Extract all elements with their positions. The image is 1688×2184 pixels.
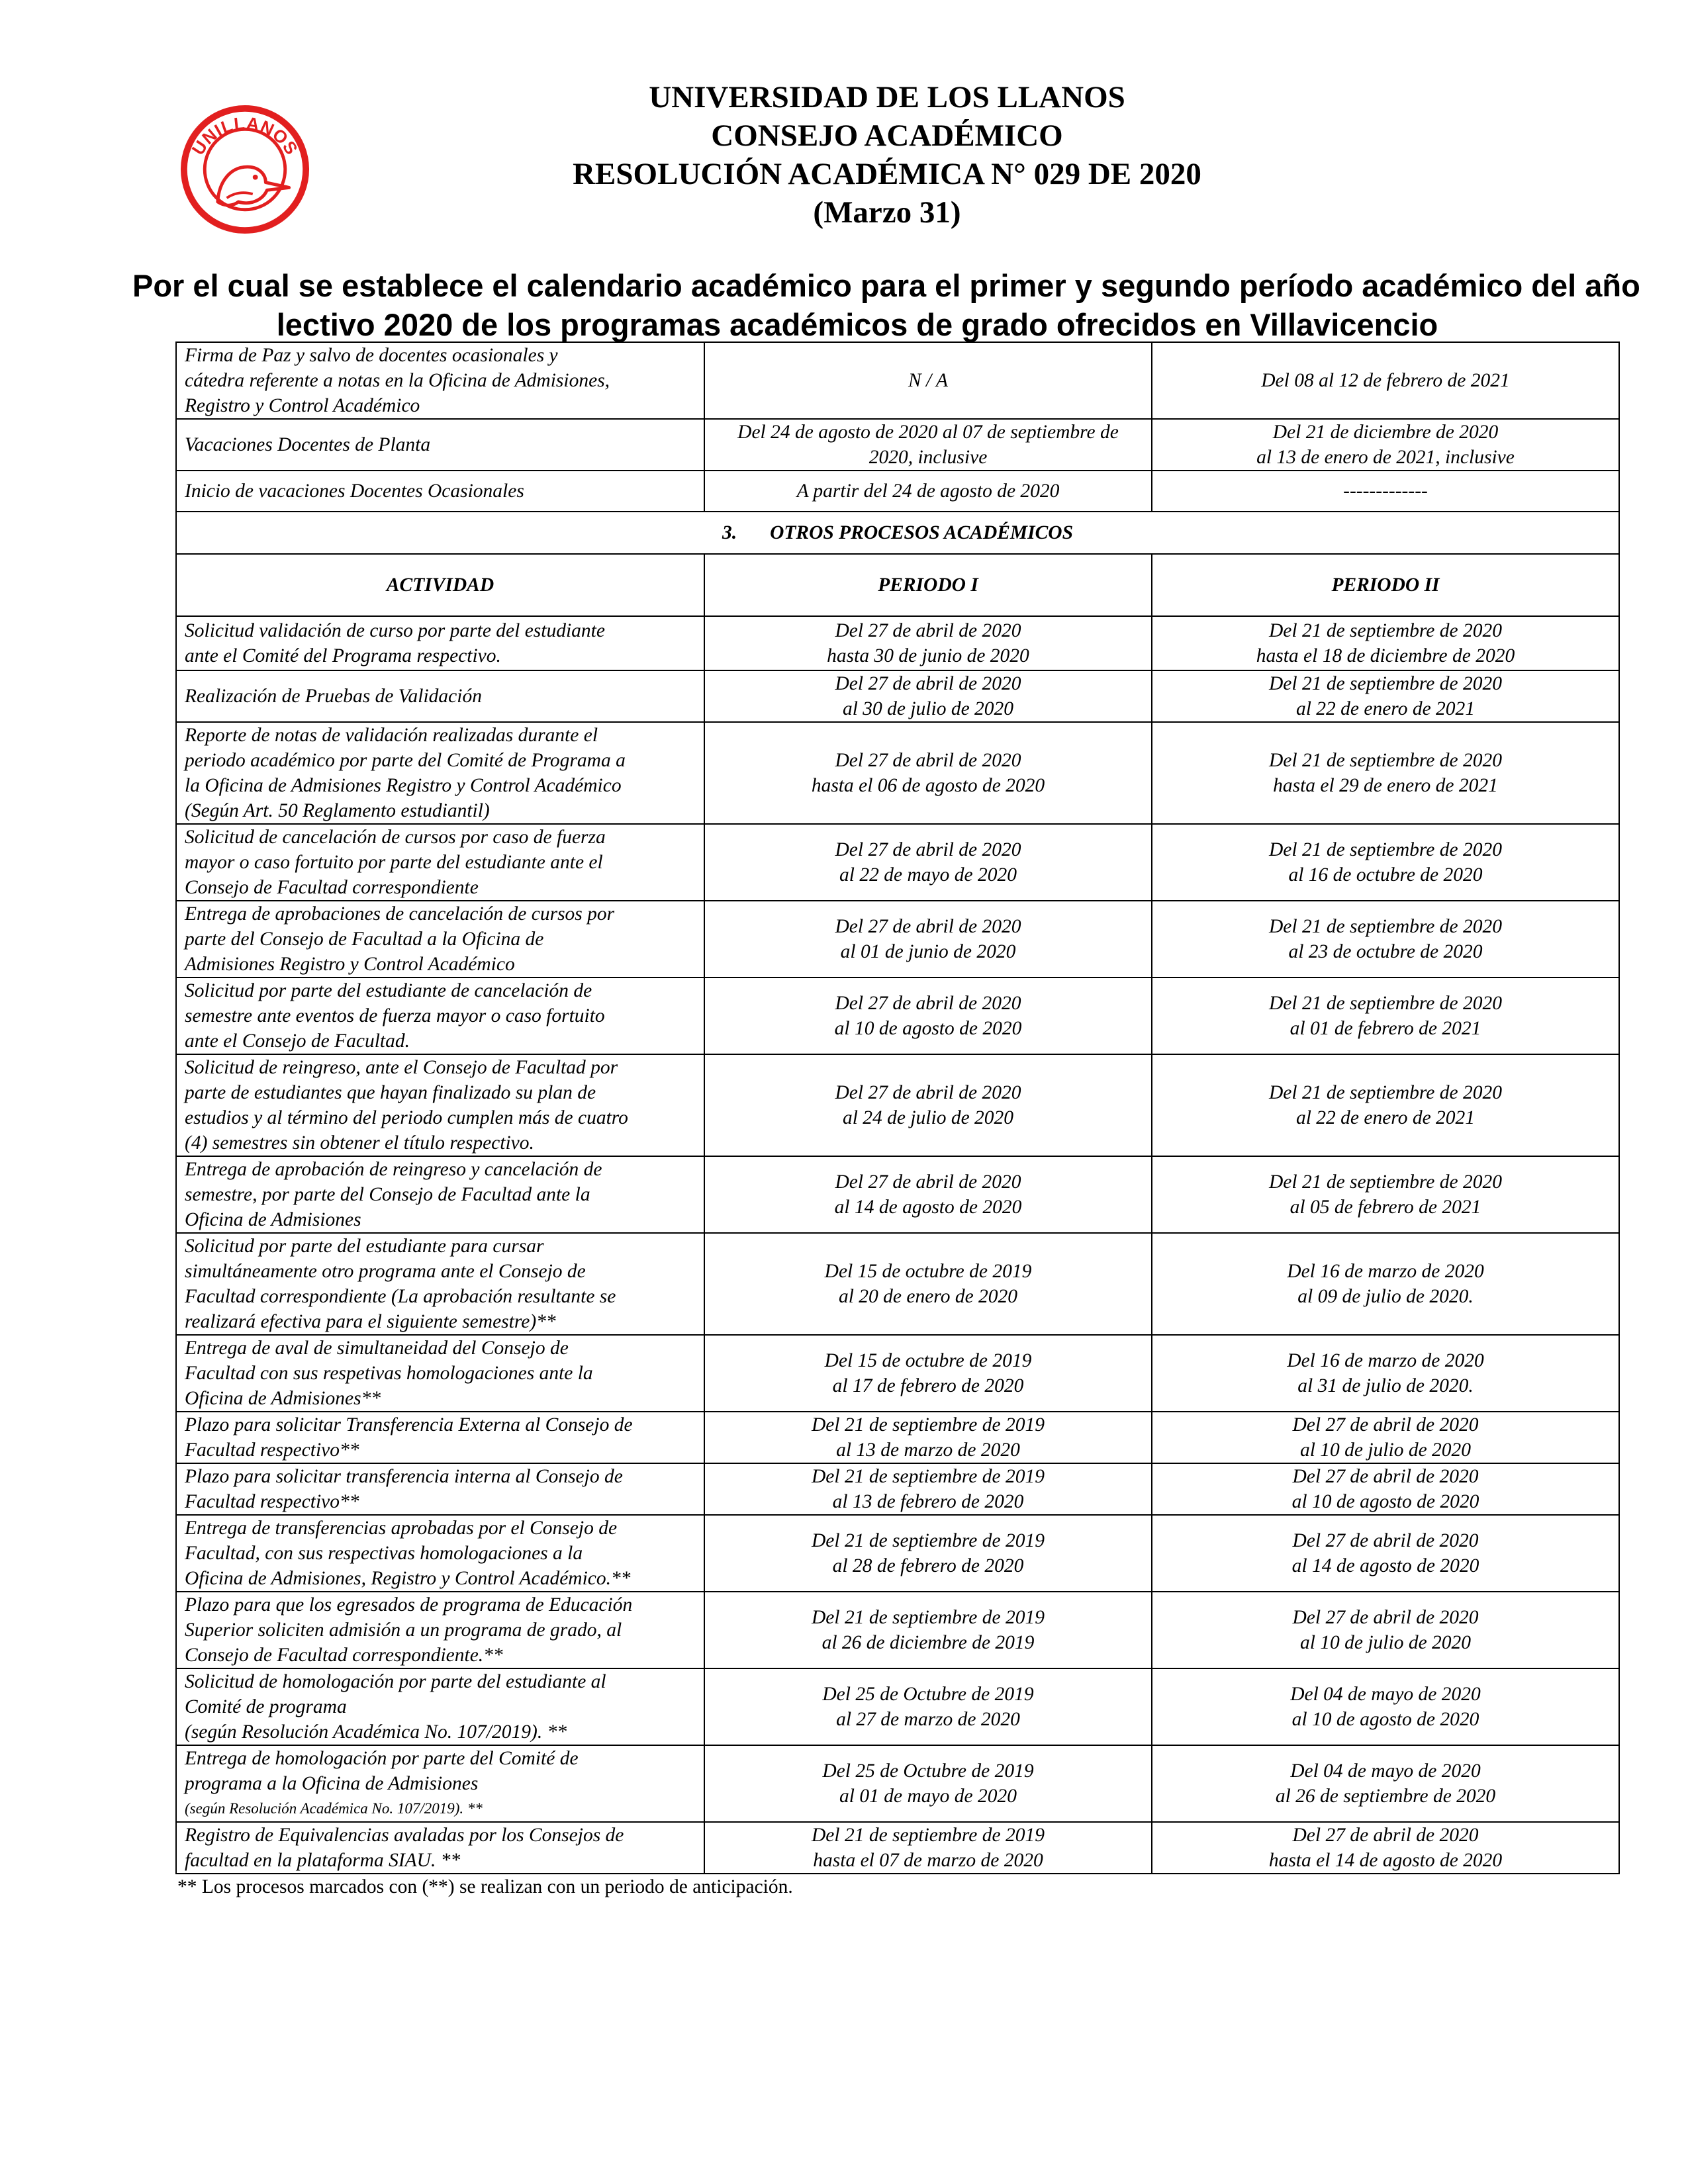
activity-cell-line: Facultad respectivo**	[185, 1491, 359, 1512]
activity-cell	[176, 1515, 704, 1592]
period-1-cell-line: al 24 de julio de 2020	[842, 1107, 1014, 1128]
activity-cell	[176, 1233, 704, 1335]
activity-cell-line: mayor o caso fortuito por parte del estudiante ante el	[185, 852, 603, 873]
period-2-cell-line: al 22 de enero de 2021	[1295, 1107, 1476, 1128]
period-1-cell	[704, 901, 1152, 978]
column-header-activity: ACTIVIDAD	[176, 554, 704, 616]
activity-cell-line: Consejo de Facultad correspondiente.**	[185, 1645, 503, 1666]
period-2-cell	[1152, 670, 1619, 722]
period-1-cell-line: Del 27 de abril de 2020	[835, 916, 1021, 937]
activity-cell-line: parte del Consejo de Facultad a la Oficina de	[185, 929, 544, 950]
period-2-cell-line: al 22 de enero de 2021	[1295, 698, 1476, 719]
subtitle-line-2: lectivo 2020 de los programas académicos de grado ofrecidos en Villavicencio	[276, 307, 1438, 342]
table-row	[176, 1335, 1619, 1412]
resolution-title: RESOLUCIÓN ACADÉMICA N° 029 DE 2020	[573, 157, 1201, 191]
activity-cell-line: Firma de Paz y salvo de docentes ocasionales y	[185, 345, 558, 366]
period-2-cell-line: Del 27 de abril de 2020	[1292, 1414, 1479, 1435]
activity-cell	[176, 1745, 704, 1822]
period-2-cell	[1152, 1668, 1619, 1745]
period-2-cell-line: Del 21 de septiembre de 2020	[1269, 916, 1502, 937]
period-1-cell-line: Del 24 de agosto de 2020 al 07 de septiembre de	[737, 422, 1119, 443]
activity-cell	[176, 419, 704, 471]
period-1-cell-line: al 13 de marzo de 2020	[836, 1439, 1020, 1461]
activity-cell	[176, 1822, 704, 1874]
activity-cell-line: Solicitud de cancelación de cursos por caso de fuerza	[185, 827, 606, 848]
activity-cell	[176, 1463, 704, 1515]
university-name: UNIVERSIDAD DE LOS LLANOS	[649, 80, 1125, 114]
council-name: CONSEJO ACADÉMICO	[711, 118, 1063, 153]
period-1-cell	[704, 419, 1152, 471]
period-2-cell-line: Del 04 de mayo de 2020	[1290, 1760, 1481, 1782]
activity-cell-line: (Según Art. 50 Reglamento estudiantil)	[185, 800, 490, 821]
activity-cell-line: (4) semestres sin obtener el título respectivo.	[185, 1132, 534, 1154]
period-1-cell-line: al 13 de febrero de 2020	[832, 1491, 1024, 1512]
activity-cell-line: ante el Comité del Programa respectivo.	[185, 645, 501, 666]
period-2-cell-line: Del 16 de marzo de 2020	[1287, 1350, 1484, 1371]
period-1-cell-line: al 20 de enero de 2020	[838, 1286, 1018, 1307]
activity-cell	[176, 1412, 704, 1463]
period-1-cell-line: al 30 de julio de 2020	[842, 698, 1014, 719]
period-2-cell-line: Del 21 de septiembre de 2020	[1269, 750, 1502, 771]
period-2-cell-line: Del 27 de abril de 2020	[1292, 1607, 1479, 1628]
activity-cell-line: realizará efectiva para el siguiente semestre)**	[185, 1311, 556, 1332]
period-1-cell-line: Del 15 de octubre de 2019	[824, 1350, 1032, 1371]
period-2-cell-line: Del 08 al 12 de febrero de 2021	[1261, 370, 1510, 391]
period-1-cell-line: Del 21 de septiembre de 2019	[812, 1607, 1045, 1628]
activity-cell-line: Registro y Control Académico	[185, 395, 420, 416]
period-1-cell	[704, 1668, 1152, 1745]
period-1-cell	[704, 1156, 1152, 1233]
activity-cell-line: Entrega de aprobación de reingreso y cancelación de	[185, 1159, 602, 1180]
period-1-cell-line: Del 27 de abril de 2020	[835, 620, 1021, 641]
period-1-cell-line: N / A	[908, 370, 949, 391]
period-2-cell-line: -------------	[1343, 480, 1428, 502]
activity-cell-line: Comité de programa	[185, 1696, 347, 1717]
period-2-cell-line: Del 21 de septiembre de 2020	[1269, 1082, 1502, 1103]
activity-cell-line: (según Resolución Académica No. 107/2019). **	[185, 1800, 483, 1817]
period-2-cell-line: al 10 de agosto de 2020	[1291, 1709, 1479, 1730]
period-1-cell-line: al 01 de mayo de 2020	[839, 1786, 1017, 1807]
period-2-cell	[1152, 471, 1619, 512]
period-1-cell-line: Del 27 de abril de 2020	[835, 839, 1021, 860]
activity-cell-line: Realización de Pruebas de Validación	[185, 686, 482, 707]
activity-cell-line: Plazo para solicitar Transferencia Externa al Consejo de	[185, 1414, 633, 1435]
activity-cell-line: facultad en la plataforma SIAU. **	[185, 1850, 461, 1871]
period-2-cell-line: Del 21 de septiembre de 2020	[1269, 839, 1502, 860]
activity-cell	[176, 1054, 704, 1156]
activity-cell-line: ante el Consejo de Facultad.	[185, 1030, 410, 1052]
table-row	[176, 978, 1619, 1054]
period-1-cell-line: al 17 de febrero de 2020	[832, 1375, 1024, 1396]
period-1-cell-line: 2020, inclusive	[868, 447, 988, 468]
activity-cell-line: Entrega de transferencias aprobadas por el Consejo de	[185, 1518, 618, 1539]
activity-cell	[176, 1668, 704, 1745]
period-2-cell-line: al 31 de julio de 2020.	[1297, 1375, 1474, 1396]
period-2-cell-line: al 13 de enero de 2021, inclusive	[1256, 447, 1515, 468]
period-2-cell-line: al 10 de agosto de 2020	[1291, 1491, 1479, 1512]
activity-cell-line: Facultad respectivo**	[185, 1439, 359, 1461]
period-1-cell	[704, 616, 1152, 670]
document-header	[0, 78, 1688, 232]
period-2-cell	[1152, 824, 1619, 901]
activity-cell	[176, 1335, 704, 1412]
column-header-row	[176, 554, 1619, 616]
period-1-cell	[704, 1054, 1152, 1156]
table-row	[176, 1412, 1619, 1463]
period-1-cell	[704, 342, 1152, 419]
activity-cell-line: (según Resolución Académica No. 107/2019). **	[185, 1721, 567, 1743]
period-2-cell-line: al 05 de febrero de 2021	[1289, 1197, 1481, 1218]
activity-cell-line: Solicitud de homologación por parte del estudiante al	[185, 1671, 606, 1692]
period-2-cell-line: al 16 de octubre de 2020	[1288, 864, 1483, 886]
period-2-cell	[1152, 1054, 1619, 1156]
activity-cell-line: Inicio de vacaciones Docentes Ocasionales	[185, 480, 524, 502]
period-2-cell	[1152, 1515, 1619, 1592]
column-header-period-2: PERIODO II	[1152, 554, 1619, 616]
period-1-cell	[704, 824, 1152, 901]
activity-cell	[176, 1592, 704, 1668]
table-row	[176, 616, 1619, 670]
period-1-cell-line: al 10 de agosto de 2020	[834, 1018, 1022, 1039]
period-1-cell-line: Del 21 de septiembre de 2019	[812, 1414, 1045, 1435]
period-2-cell-line: Del 04 de mayo de 2020	[1290, 1684, 1481, 1705]
period-1-cell	[704, 1592, 1152, 1668]
table-row	[176, 1668, 1619, 1745]
period-1-cell-line: Del 27 de abril de 2020	[835, 1082, 1021, 1103]
activity-cell-line: estudios y al término del periodo cumplen más de cuatro	[185, 1107, 628, 1128]
activity-cell-line: la Oficina de Admisiones Registro y Control Académico	[185, 775, 622, 796]
period-2-cell-line: hasta el 14 de agosto de 2020	[1268, 1850, 1503, 1871]
activity-cell	[176, 824, 704, 901]
period-1-cell-line: Del 25 de Octubre de 2019	[822, 1684, 1034, 1705]
activity-cell-line: Consejo de Facultad correspondiente	[185, 877, 479, 898]
period-1-cell-line: Del 25 de Octubre de 2019	[822, 1760, 1034, 1782]
table-row	[176, 1054, 1619, 1156]
period-2-cell-line: al 23 de octubre de 2020	[1288, 941, 1483, 962]
section-number: 3.	[722, 522, 737, 543]
period-2-cell-line: al 10 de julio de 2020	[1299, 1439, 1472, 1461]
period-1-cell	[704, 1233, 1152, 1335]
period-2-cell	[1152, 1592, 1619, 1668]
section-title: OTROS PROCESOS ACADÉMICOS	[770, 522, 1074, 543]
activity-cell-line: Solicitud validación de curso por parte del estudiante	[185, 620, 605, 641]
period-2-cell-line: Del 21 de diciembre de 2020	[1272, 422, 1499, 443]
table-row	[176, 901, 1619, 978]
period-1-cell	[704, 1463, 1152, 1515]
period-1-cell	[704, 722, 1152, 824]
activity-cell-line: Solicitud por parte del estudiante para cursar	[185, 1236, 544, 1257]
resolution-date: (Marzo 31)	[813, 195, 961, 230]
period-2-cell-line: hasta el 29 de enero de 2021	[1273, 775, 1498, 796]
activity-cell-line: Facultad con sus respetivas homologaciones ante la	[185, 1363, 593, 1384]
footnote: ** Los procesos marcados con (**) se realizan con un periodo de anticipación.	[177, 1876, 793, 1897]
period-2-cell-line: al 26 de septiembre de 2020	[1275, 1786, 1496, 1807]
activity-cell-line: Oficina de Admisiones	[185, 1209, 361, 1230]
table-row	[176, 1515, 1619, 1592]
activity-cell-line: programa a la Oficina de Admisiones	[185, 1773, 479, 1794]
table-row	[176, 670, 1619, 722]
activity-cell-line: Solicitud por parte del estudiante de cancelación de	[185, 980, 592, 1001]
period-1-cell-line: al 28 de febrero de 2020	[832, 1555, 1024, 1576]
period-2-cell	[1152, 1463, 1619, 1515]
calendar-table	[175, 341, 1620, 1874]
period-2-cell-line: Del 21 de septiembre de 2020	[1269, 1171, 1502, 1193]
logo-text: UNILLANOS	[187, 113, 303, 159]
activity-cell-line: simultáneamente otro programa ante el Consejo de	[185, 1261, 586, 1282]
period-2-cell-line: Del 27 de abril de 2020	[1292, 1530, 1479, 1551]
period-1-cell-line: Del 27 de abril de 2020	[835, 750, 1021, 771]
period-2-cell	[1152, 1233, 1619, 1335]
period-2-cell	[1152, 901, 1619, 978]
activity-cell-line: Reporte de notas de validación realizadas durante el	[185, 725, 598, 746]
period-2-cell	[1152, 1822, 1619, 1874]
activity-cell	[176, 978, 704, 1054]
period-2-cell	[1152, 616, 1619, 670]
period-2-cell-line: al 01 de febrero de 2021	[1289, 1018, 1481, 1039]
period-2-cell	[1152, 1745, 1619, 1822]
period-1-cell	[704, 1335, 1152, 1412]
activity-cell-line: Entrega de aval de simultaneidad del Consejo de	[185, 1338, 569, 1359]
period-1-cell-line: Del 21 de septiembre de 2019	[812, 1825, 1045, 1846]
period-1-cell	[704, 1412, 1152, 1463]
activity-cell-line: cátedra referente a notas en la Oficina de Admisiones,	[185, 370, 610, 391]
period-2-cell	[1152, 419, 1619, 471]
period-2-cell	[1152, 978, 1619, 1054]
table-row	[176, 1592, 1619, 1668]
activity-cell-line: Oficina de Admisiones**	[185, 1388, 381, 1409]
activity-cell	[176, 1156, 704, 1233]
table-row	[176, 1233, 1619, 1335]
table-row	[176, 824, 1619, 901]
period-2-cell-line: Del 16 de marzo de 2020	[1287, 1261, 1484, 1282]
period-2-cell	[1152, 1156, 1619, 1233]
period-1-cell-line: Del 15 de octubre de 2019	[824, 1261, 1032, 1282]
period-1-cell-line: hasta el 06 de agosto de 2020	[811, 775, 1045, 796]
column-header-period-1: PERIODO I	[704, 554, 1152, 616]
activity-cell-line: Registro de Equivalencias avaladas por los Consejos de	[185, 1825, 624, 1846]
period-2-cell-line: Del 27 de abril de 2020	[1292, 1825, 1479, 1846]
activity-cell-line: Admisiones Registro y Control Académico	[185, 954, 515, 975]
table-row	[176, 1745, 1619, 1822]
period-2-cell	[1152, 1335, 1619, 1412]
period-1-cell	[704, 471, 1152, 512]
activity-cell	[176, 901, 704, 978]
period-1-cell-line: al 14 de agosto de 2020	[834, 1197, 1022, 1218]
activity-cell-line: Vacaciones Docentes de Planta	[185, 434, 431, 455]
table-row	[176, 722, 1619, 824]
period-1-cell	[704, 1745, 1152, 1822]
activity-cell-line: Entrega de homologación por parte del Comité de	[185, 1748, 579, 1769]
activity-cell-line: Solicitud de reingreso, ante el Consejo de Facultad por	[185, 1057, 618, 1078]
period-1-cell-line: al 26 de diciembre de 2019	[821, 1632, 1035, 1653]
document-subtitle	[132, 266, 1640, 344]
activity-cell-line: Facultad correspondiente (La aprobación resultante se	[185, 1286, 616, 1307]
period-1-cell-line: al 01 de junio de 2020	[840, 941, 1016, 962]
activity-cell-line: Oficina de Admisiones, Registro y Control Académico.**	[185, 1568, 631, 1589]
period-2-cell-line: al 14 de agosto de 2020	[1291, 1555, 1479, 1576]
section-row	[176, 512, 1619, 554]
activity-cell-line: Facultad, con sus respectivas homologaciones a la	[185, 1543, 583, 1564]
activity-cell-line: periodo académico por parte del Comité de Programa a	[185, 750, 626, 771]
activity-cell-line: semestre, por parte del Consejo de Facultad ante la	[185, 1184, 590, 1205]
table-row	[176, 419, 1619, 471]
activity-cell	[176, 616, 704, 670]
table-row	[176, 342, 1619, 419]
period-2-cell	[1152, 342, 1619, 419]
section-heading	[176, 512, 1619, 554]
period-1-cell-line: Del 27 de abril de 2020	[835, 673, 1021, 694]
period-2-cell-line: hasta el 18 de diciembre de 2020	[1256, 645, 1515, 666]
activity-cell	[176, 471, 704, 512]
period-1-cell-line: Del 21 de septiembre de 2019	[812, 1466, 1045, 1487]
period-1-cell	[704, 1515, 1152, 1592]
table-row	[176, 1822, 1619, 1874]
activity-cell	[176, 722, 704, 824]
period-2-cell-line: Del 27 de abril de 2020	[1292, 1466, 1479, 1487]
period-2-cell	[1152, 1412, 1619, 1463]
period-1-cell-line: Del 27 de abril de 2020	[835, 1171, 1021, 1193]
period-2-cell-line: Del 21 de septiembre de 2020	[1269, 993, 1502, 1014]
activity-cell-line: Plazo para que los egresados de programa de Educación	[185, 1594, 633, 1615]
table-row	[176, 1156, 1619, 1233]
period-1-cell-line: hasta 30 de junio de 2020	[827, 645, 1029, 666]
period-2-cell-line: Del 21 de septiembre de 2020	[1269, 673, 1502, 694]
period-1-cell	[704, 670, 1152, 722]
subtitle-line-1: Por el cual se establece el calendario académico para el primer y segundo período académico del año	[132, 268, 1640, 303]
period-1-cell-line: al 27 de marzo de 2020	[836, 1709, 1020, 1730]
period-1-cell	[704, 978, 1152, 1054]
period-1-cell-line: Del 27 de abril de 2020	[835, 993, 1021, 1014]
period-2-cell-line: al 10 de julio de 2020	[1299, 1632, 1472, 1653]
activity-cell-line: semestre ante eventos de fuerza mayor o caso fortuito	[185, 1005, 605, 1026]
activity-cell	[176, 670, 704, 722]
period-1-cell-line: al 22 de mayo de 2020	[839, 864, 1017, 886]
period-1-cell-line: Del 21 de septiembre de 2019	[812, 1530, 1045, 1551]
activity-cell-line: Plazo para solicitar transferencia interna al Consejo de	[185, 1466, 623, 1487]
period-2-cell	[1152, 722, 1619, 824]
activity-cell-line: Superior soliciten admisión a un programa de grado, al	[185, 1619, 622, 1641]
period-2-cell-line: Del 21 de septiembre de 2020	[1269, 620, 1502, 641]
activity-cell	[176, 342, 704, 419]
period-1-cell-line: hasta el 07 de marzo de 2020	[813, 1850, 1043, 1871]
period-1-cell	[704, 1822, 1152, 1874]
activity-cell-line: Entrega de aprobaciones de cancelación de cursos por	[185, 903, 615, 925]
period-1-cell-line: A partir del 24 de agosto de 2020	[796, 480, 1060, 502]
activity-cell-line: parte de estudiantes que hayan finalizado su plan de	[185, 1082, 596, 1103]
period-2-cell-line: al 09 de julio de 2020.	[1297, 1286, 1474, 1307]
table-row	[176, 471, 1619, 512]
table-row	[176, 1463, 1619, 1515]
